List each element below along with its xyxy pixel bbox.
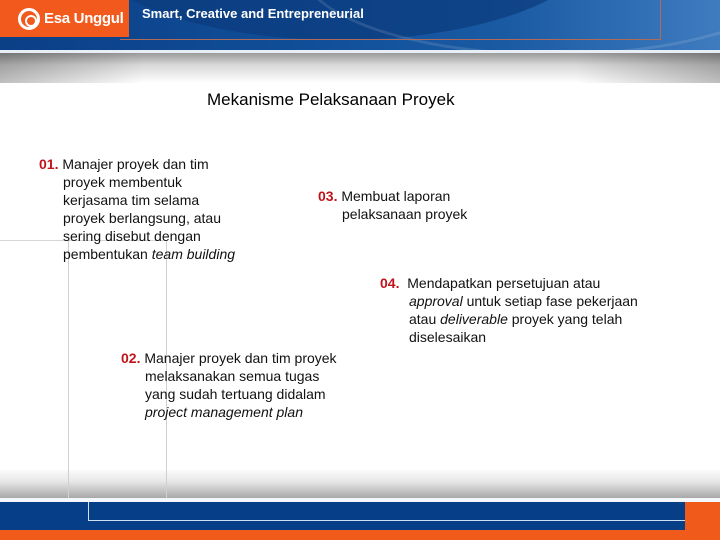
header-banner [0, 0, 720, 50]
step-text: pelaksanaan proyek [342, 206, 468, 222]
step-text-italic: approval [409, 293, 463, 309]
step-text: proyek yang telah [507, 311, 623, 327]
logo-text: Esa Unggul [44, 10, 124, 27]
step-01 [39, 155, 235, 263]
step-number: 04. [380, 275, 400, 291]
step-number: 02. [121, 350, 141, 366]
step-04 [380, 274, 638, 346]
step-03 [318, 187, 467, 223]
step-text: proyek membentuk [63, 174, 183, 190]
step-text: Mendapatkan persetujuan atau [407, 275, 601, 291]
step-text: diselesaikan [409, 329, 487, 345]
step-number: 01. [39, 156, 59, 172]
step-text: atau [409, 311, 441, 327]
logo-icon [18, 8, 40, 30]
divider [68, 240, 69, 498]
step-text: sering disebut dengan [63, 228, 201, 244]
step-02 [121, 349, 337, 421]
bottom-shade [0, 470, 720, 498]
tagline: Smart, Creative and Entrepreneurial [142, 6, 364, 21]
step-text-italic: team building [151, 246, 236, 262]
step-text: Manajer proyek dan tim [62, 156, 209, 172]
slide-title: Mekanisme Pelaksanaan Proyek [207, 90, 455, 109]
step-text: untuk setiap fase pekerjaan [462, 293, 638, 309]
step-text: pembentukan [63, 246, 152, 262]
step-text: melaksanakan semua tugas [145, 368, 320, 384]
step-text: Membuat laporan [341, 188, 451, 204]
step-number: 03. [318, 188, 338, 204]
step-text-italic: project management plan [145, 404, 303, 420]
step-text-italic: deliverable [440, 311, 508, 327]
footer-accent [685, 502, 720, 530]
footer-accent [0, 530, 720, 540]
footer-frame [88, 502, 720, 521]
step-text: yang sudah tertuang didalam [145, 386, 326, 402]
step-text: Manajer proyek dan tim proyek [144, 350, 337, 366]
university-logo [0, 0, 129, 37]
top-shade [0, 53, 720, 83]
step-text: proyek berlangsung, atau [63, 210, 221, 226]
step-text: kerjasama tim selama [63, 192, 200, 208]
